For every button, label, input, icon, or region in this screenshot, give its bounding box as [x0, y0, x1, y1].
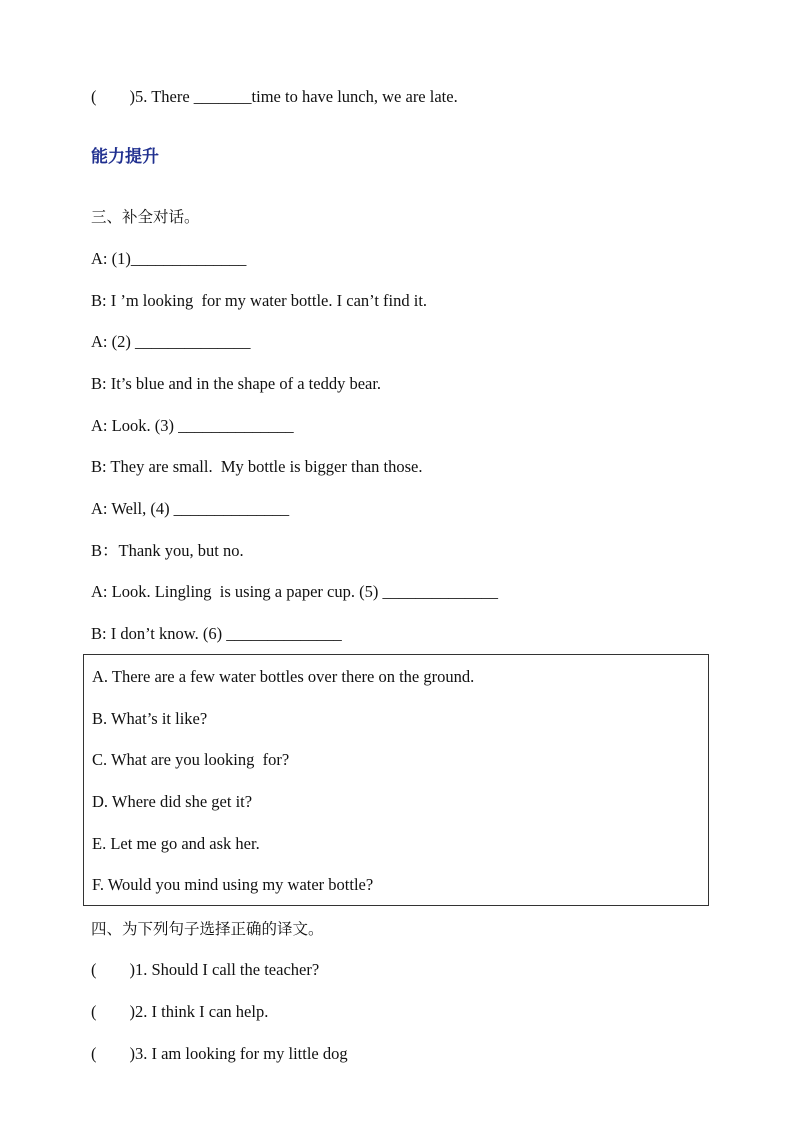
translation-question: ( )2. I think I can help. [91, 1002, 269, 1021]
question-5-line: ( )5. There _______time to have lunch, we are late. [91, 87, 458, 106]
option-item: C. What are you looking for? [92, 750, 290, 769]
dialogue-line: A: Look. (3) ______________ [91, 416, 294, 435]
dialogue-line: B: It’s blue and in the shape of a teddy bear. [91, 374, 382, 393]
section-three-title: 三、补全对话。 [91, 208, 200, 226]
options-box [83, 654, 709, 906]
dialogue-line: B: They are small. My bottle is bigger than those. [91, 457, 423, 476]
dialogue-line: A: Look. Lingling is using a paper cup. (5) ______________ [91, 582, 498, 601]
section-heading: 能力提升 [91, 147, 159, 167]
option-item: F. Would you mind using my water bottle? [92, 875, 374, 894]
dialogue-line: A: Well, (4) ______________ [91, 499, 290, 518]
dialogue-line: B: I ’m looking for my water bottle. I can’t find it. [91, 291, 428, 310]
option-item: B. What’s it like? [92, 709, 208, 728]
translation-question: ( )1. Should I call the teacher? [91, 960, 320, 979]
dialogue-line: B：Thank you, but no. [91, 541, 244, 560]
option-item: E. Let me go and ask her. [92, 834, 260, 853]
dialogue-line: A: (2) ______________ [91, 332, 251, 351]
option-item: A. There are a few water bottles over there on the ground. [92, 667, 475, 686]
dialogue-line: B: I don’t know. (6) ______________ [91, 624, 342, 643]
translation-question: ( )3. I am looking for my little dog [91, 1044, 348, 1063]
option-item: D. Where did she get it? [92, 792, 253, 811]
section-four-title: 四、为下列句子选择正确的译文。 [91, 920, 324, 938]
dialogue-line: A: (1)______________ [91, 249, 247, 268]
